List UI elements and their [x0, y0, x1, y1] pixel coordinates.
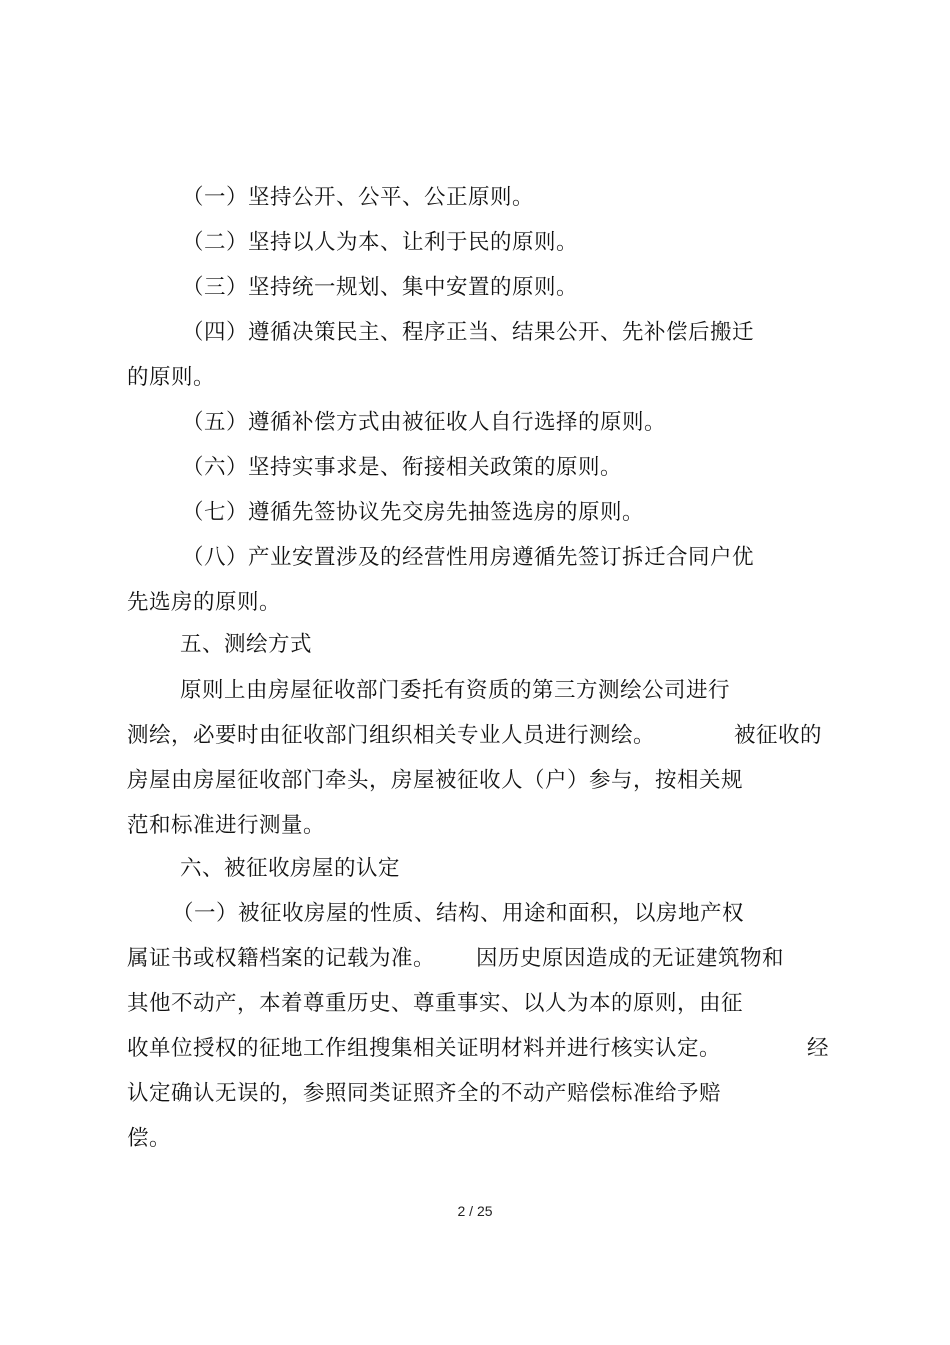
- section-heading-determination: 六、被征收房屋的认定: [180, 856, 401, 881]
- determination-paragraph-line-4-tail: 经: [807, 1036, 830, 1061]
- determination-paragraph-line-5: 认定确认无误的，参照同类证照齐全的不动产赔偿标准给予赔: [127, 1081, 722, 1106]
- principle-5: （五）遵循补偿方式由被征收人自行选择的原则。: [182, 410, 667, 435]
- determination-paragraph-line-2-tail: 因历史原因造成的无证建筑物和: [476, 946, 785, 971]
- page-number: 2 / 25: [457, 1203, 493, 1219]
- surveying-paragraph-line-1: 原则上由房屋征收部门委托有资质的第三方测绘公司进行: [180, 678, 731, 703]
- determination-paragraph-line-3: 其他不动产，本着尊重历史、尊重事实、以人为本的原则，由征: [127, 991, 744, 1016]
- determination-paragraph-line-2: 属证书或权籍档案的记载为准。: [127, 946, 436, 971]
- principle-4-line-1: （四）遵循决策民主、程序正当、结果公开、先补偿后搬迁: [182, 320, 755, 345]
- principle-3: （三）坚持统一规划、集中安置的原则。: [182, 275, 579, 300]
- determination-paragraph-line-6: 偿。: [127, 1126, 172, 1151]
- surveying-paragraph-line-4: 范和标准进行测量。: [127, 813, 326, 838]
- section-heading-surveying: 五、测绘方式: [180, 632, 313, 657]
- principle-8-line-1: （八）产业安置涉及的经营性用房遵循先签订拆迁合同户优: [182, 545, 755, 570]
- surveying-paragraph-line-2-tail: 被征收的: [734, 723, 823, 748]
- principle-2: （二）坚持以人为本、让利于民的原则。: [182, 230, 579, 255]
- principle-6: （六）坚持实事求是、衔接相关政策的原则。: [182, 455, 623, 480]
- surveying-paragraph-line-2: 测绘，必要时由征收部门组织相关专业人员进行测绘。: [127, 723, 656, 748]
- determination-paragraph-line-1: （一）被征收房屋的性质、结构、用途和面积，以房地产权: [172, 901, 745, 926]
- surveying-paragraph-line-3: 房屋由房屋征收部门牵头，房屋被征收人（户）参与，按相关规: [127, 768, 744, 793]
- principle-4-line-2: 的原则。: [127, 365, 216, 390]
- principle-8-line-2: 先选房的原则。: [127, 590, 282, 615]
- principle-1: （一）坚持公开、公平、公正原则。: [182, 185, 535, 210]
- determination-paragraph-line-4: 收单位授权的征地工作组搜集相关证明材料并进行核实认定。: [127, 1036, 722, 1061]
- principle-7: （七）遵循先签协议先交房先抽签选房的原则。: [182, 500, 645, 525]
